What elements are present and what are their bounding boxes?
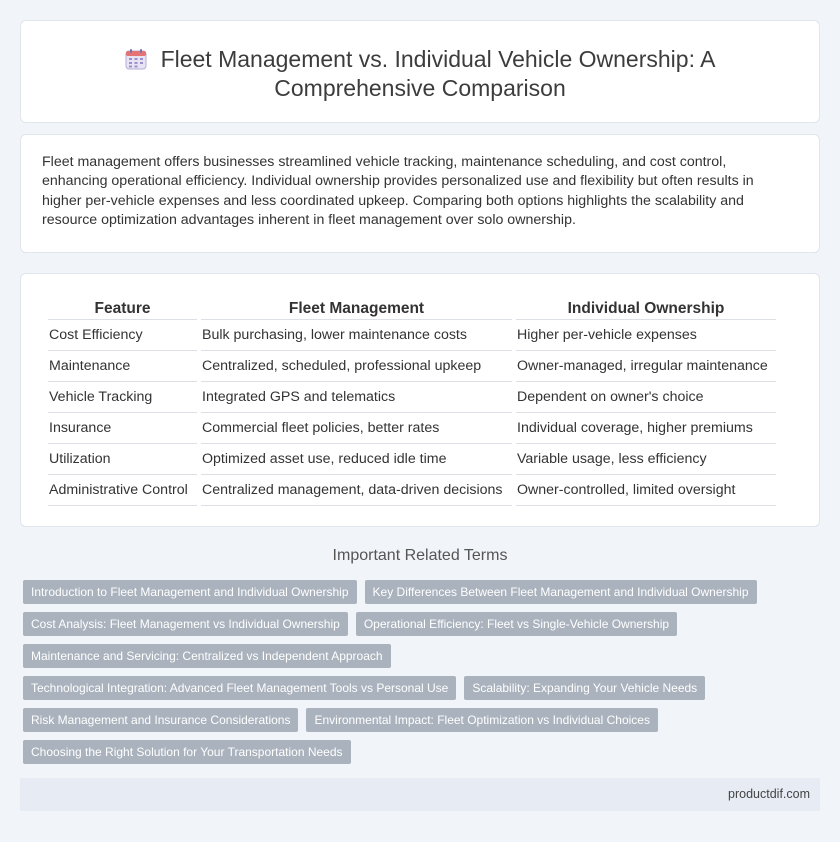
related-term-tag[interactable]: Scalability: Expanding Your Vehicle Needs [464,676,705,700]
page-title-container [21,45,819,103]
fleet-cell: Integrated GPS and telematics [201,382,512,413]
individual-cell: Owner-controlled, limited oversight [516,475,776,506]
feature-cell: Utilization [48,444,197,475]
fleet-cell: Commercial fleet policies, better rates [201,413,512,444]
related-term-tag[interactable]: Environmental Impact: Fleet Optimization vs Individual Choices [306,708,657,732]
header-fleet-management: Fleet Management [201,296,512,320]
comparison-card [20,273,820,527]
table-header-row [48,296,776,320]
tag-row [23,676,705,700]
feature-cell: Cost Efficiency [48,320,197,351]
table-row [48,351,776,382]
individual-cell: Higher per-vehicle expenses [516,320,776,351]
feature-cell: Maintenance [48,351,197,382]
individual-cell: Individual coverage, higher premiums [516,413,776,444]
intro-card [20,134,820,253]
related-term-tag[interactable]: Operational Efficiency: Fleet vs Single-Vehicle Ownership [356,612,677,636]
feature-cell: Vehicle Tracking [48,382,197,413]
comparison-table [44,296,780,506]
tag-row [23,612,677,636]
footer [20,778,820,811]
individual-cell: Dependent on owner's choice [516,382,776,413]
header-feature: Feature [48,296,197,320]
header-individual-ownership: Individual Ownership [516,296,776,320]
footer-site-link[interactable]: productdif.com [728,787,810,801]
tag-row [23,644,391,668]
related-term-tag[interactable]: Key Differences Between Fleet Management and Individual Ownership [365,580,757,604]
related-term-tag[interactable]: Maintenance and Servicing: Centralized vs Independent Approach [23,644,391,668]
individual-cell: Variable usage, less efficiency [516,444,776,475]
table-row [48,320,776,351]
tag-row [23,740,351,764]
fleet-cell: Centralized, scheduled, professional upkeep [201,351,512,382]
fleet-cell: Bulk purchasing, lower maintenance costs [201,320,512,351]
feature-cell: Administrative Control [48,475,197,506]
intro-paragraph: Fleet management offers businesses streamlined vehicle tracking, maintenance scheduling, and cost control, enhancing operational efficiency. Individual ownership provides personalized use and flexibility but often results in higher per-vehicle expenses and less coordinated upkeep. Comparing both options highlights the scalability and resource optimization advantages inherent in fleet management over solo ownership. [42,154,754,229]
tag-row [23,580,757,604]
related-terms-title: Important Related Terms [332,547,508,564]
related-term-tag[interactable]: Risk Management and Insurance Considerations [23,708,298,732]
calendar-icon [125,48,147,70]
page-title: Fleet Management vs. Individual Vehicle Ownership: A Comprehensive Comparison [160,46,716,101]
header-card [20,20,820,123]
table-row [48,382,776,413]
related-term-tag[interactable]: Choosing the Right Solution for Your Transportation Needs [23,740,351,764]
table-row [48,475,776,506]
related-term-tag[interactable]: Technological Integration: Advanced Fleet Management Tools vs Personal Use [23,676,456,700]
table-row [48,444,776,475]
feature-cell: Insurance [48,413,197,444]
fleet-cell: Optimized asset use, reduced idle time [201,444,512,475]
fleet-cell: Centralized management, data-driven decisions [201,475,512,506]
individual-cell: Owner-managed, irregular maintenance [516,351,776,382]
tag-row [23,708,658,732]
related-term-tag[interactable]: Introduction to Fleet Management and Individual Ownership [23,580,357,604]
related-term-tag[interactable]: Cost Analysis: Fleet Management vs Individual Ownership [23,612,348,636]
table-row [48,413,776,444]
